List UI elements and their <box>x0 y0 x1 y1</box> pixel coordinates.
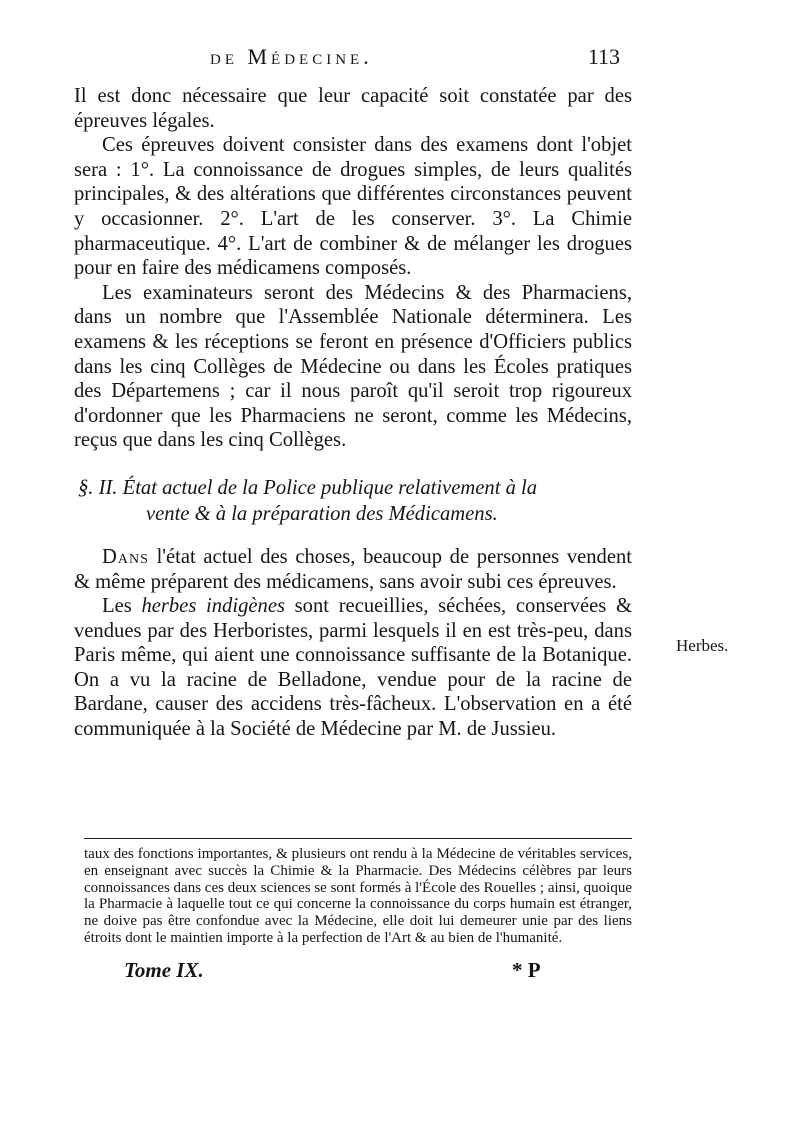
main-text <box>74 84 632 742</box>
paragraph-5-text: sont recueillies, séchées, conservées & vendues par des Herboristes, parmi lesquels il en est très-peu, dans Paris même, qui aient une connoissance suffisante de la Botanique. On a vu la racine de Belladone, vendue pour de la racine de Bardane, causer des accidens très-fâcheux. L'observation en a été communiquée à la Société de Médecine par M. de Jussieu. <box>74 595 632 741</box>
section-title-line1: État actuel de la Police publique relativement à la <box>122 476 538 499</box>
paragraph-4-dropcap: Dans <box>102 545 149 568</box>
paragraph-5-lead: Les <box>102 595 132 618</box>
section-title-line2: vente & à la préparation des Médicamens. <box>146 502 498 525</box>
signature-mark: * P <box>512 958 541 982</box>
volume-label: Tome IX. <box>124 958 204 982</box>
paragraph-2: Ces épreuves doivent consister dans des examens dont l'objet sera : 1°. La connoissance de drogues simples, de leurs qualités principales, & des altérations que différentes circonstances peuvent y occasionner. 2°. L'art de les conserver. 3°. La Chimie pharmaceutique. 4°. L'art de combiner & de mélanger les drogues pour en faire des médicamens composés. <box>74 134 632 280</box>
running-title: de Médecine. <box>210 44 373 69</box>
page-number: 113 <box>587 44 620 69</box>
paragraph-1: Il est donc nécessaire que leur capacité soit constatée par des épreuves légales. <box>74 85 632 132</box>
paragraph-5-italic: herbes indigènes <box>141 595 285 618</box>
section-heading <box>74 475 632 527</box>
paragraph-4-text: l'état actuel des choses, beaucoup de personnes vendent & même préparent des médicamens, sans avoir subi ces épreuves. <box>74 545 633 593</box>
paragraph-3: Les examinateurs seront des Médecins & des Pharmaciens, dans un nombre que l'Assemblée Nationale déterminera. Les examens & les réceptions se feront en présence d'Officiers publics dans les cinq Collèges de Médecine ou dans les Écoles pratiques des Départemens ; car il nous paroît qu'il seroit trop rigoureux d'ordonner que les Pharmaciens ne seront, comme les Médecins, reçus que dans les cinq Collèges. <box>74 281 632 452</box>
paragraph-5 <box>74 594 632 742</box>
footnote: taux des fonctions importantes, & plusieurs ont rendu à la Médecine de véritables services, en enseignant avec succès la Chimie & la Pharmacie. Des Médecins célèbres par leurs connoissances dans ces deux sciences se sont formés à l'École des Rouelles ; ainsi, quoique la Pharmacie à laquelle tout ce qui concerne la connoissance du corps humain est étranger, ne doive pas être confondue avec la Médecine, elle doit lui demeurer unie par des liens étroits dont le maintien importe à la perfection de l'Art & au bien de l'humanité. <box>84 846 632 946</box>
page-header <box>60 44 620 76</box>
margin-note: Herbes. <box>676 636 729 655</box>
paragraph-4 <box>74 545 632 594</box>
footnote-divider <box>84 838 632 839</box>
section-number: §. II. <box>78 476 118 499</box>
page-footer <box>120 958 580 988</box>
